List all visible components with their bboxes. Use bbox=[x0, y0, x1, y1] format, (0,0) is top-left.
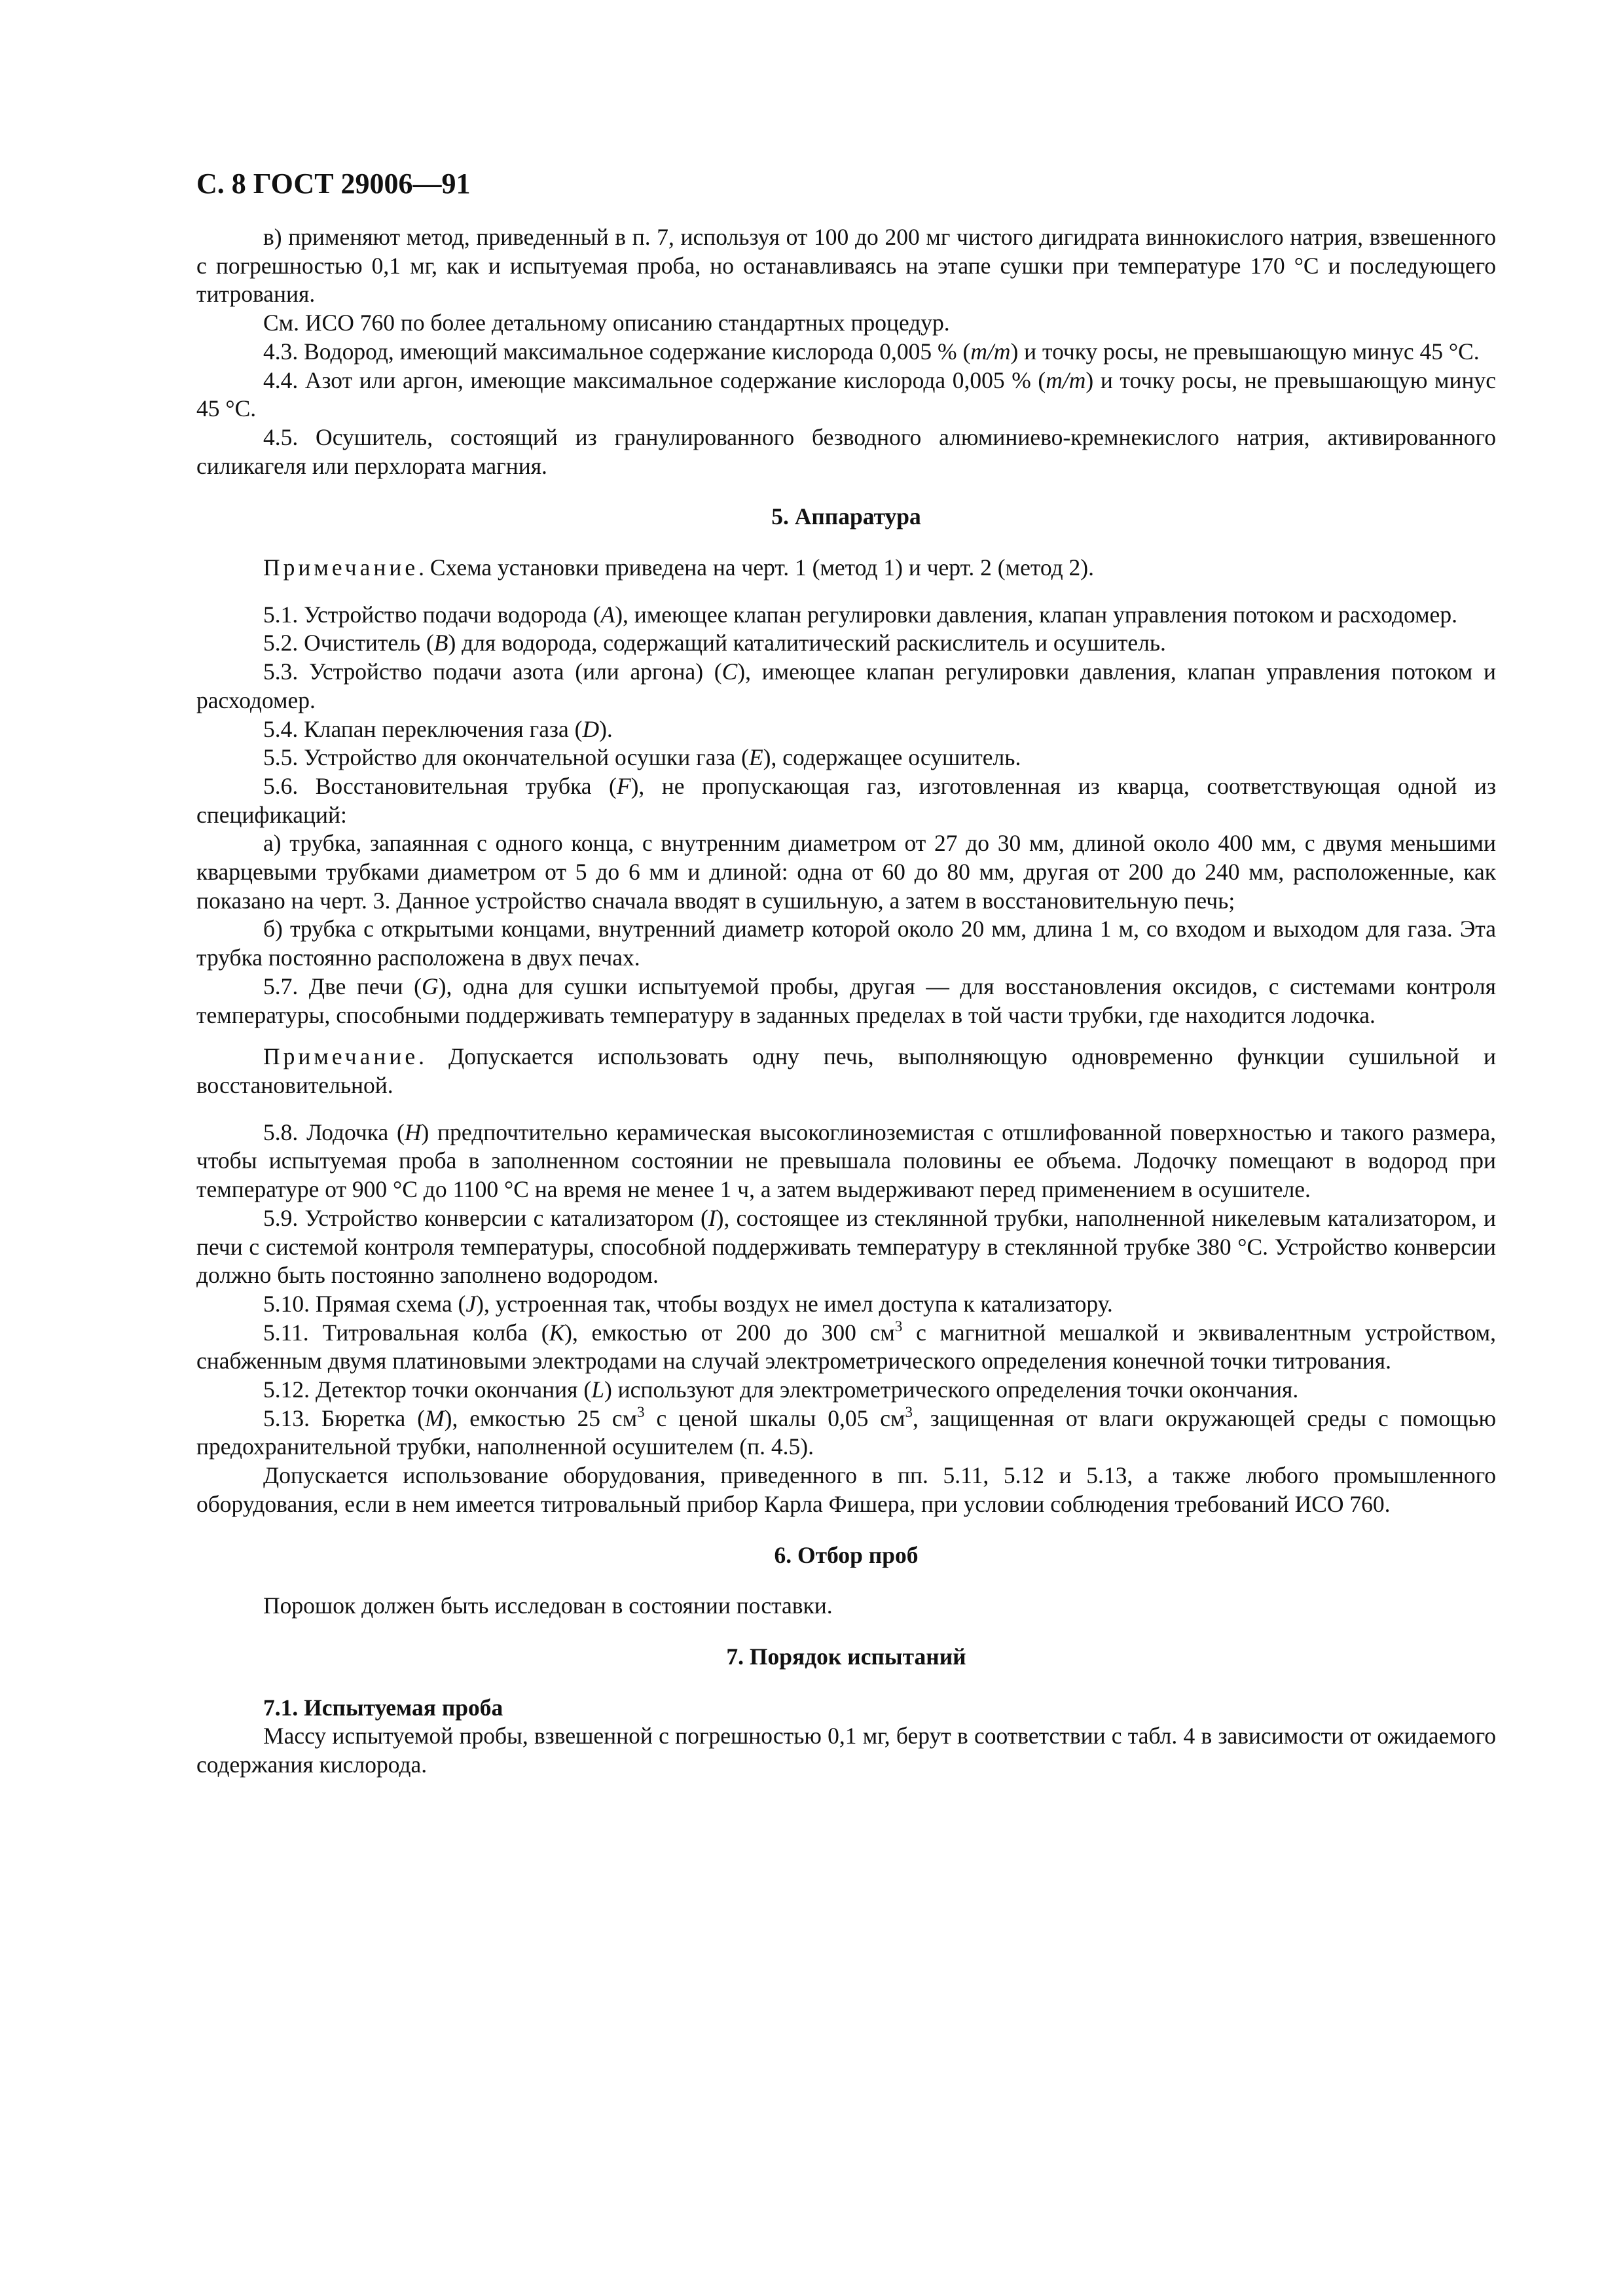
item-5-1: 5.1. Устройство подачи водорода (А), имеющее клапан регулировки давления, клапан управления потоком и расходомер. bbox=[263, 601, 1457, 628]
paragraph-iso-reference: См. ИСО 760 по более детальному описанию стандартных процедур. bbox=[263, 310, 950, 336]
subsection-7-1-title: 7.1. Испытуемая проба bbox=[263, 1694, 503, 1721]
item-5-8: 5.8. Лодочка (Н) предпочтительно керамическая высокоглиноземистая с отшлифованной поверхностью и такого размера, чтобы испытуемая проба в заполненном состоянии не превышала половины ее объема. Лодочку помещают в водород при температуре от 900 °С до 1100 °С на время не менее 1 ч, а затем выдерживают перед применением в осушителе. bbox=[196, 1119, 1496, 1203]
item-5-4: 5.4. Клапан переключения газа (D). bbox=[263, 715, 613, 742]
item-5-10: 5.10. Прямая схема (J), устроенная так, чтобы воздух не имел доступа к катализатору. bbox=[263, 1290, 1113, 1317]
item-5-2: 5.2. Очиститель (В) для водорода, содержащий каталитический раскислитель и осушитель. bbox=[263, 630, 1166, 656]
item-5-9: 5.9. Устройство конверсии с катализатором (I), состоящее из стеклянной трубки, наполненной никелевым катализатором, и печи с системой контроля температуры, способной поддерживать температуру в стеклянной трубке 380 °С. Устройство конверсии должно быть постоянно заполнено водородом. bbox=[196, 1204, 1496, 1289]
section-6-text: Порошок должен быть исследован в состоянии поставки. bbox=[263, 1592, 833, 1619]
section-7-title: 7. Порядок испытаний bbox=[726, 1643, 966, 1670]
paragraph-4-2-c: в) применяют метод, приведенный в п. 7, используя от 100 до 200 мг чистого дигидрата виннокислого натрия, взвешенного с погрешностью 0,1 мг, как и испытуемая проба, но останавливаясь на этапе сушки при температуре 170 °С и последующего титрования. bbox=[196, 224, 1496, 308]
section-5-title: 5. Аппаратура bbox=[771, 503, 921, 530]
item-4-3: 4.3. Водород, имеющий максимальное содержание кислорода 0,005 % (m/m) и точку росы, не превышающую минус 45 °С. bbox=[263, 338, 1480, 365]
section-5-note-1: Примечание. Схема установки приведена на черт. 1 (метод 1) и черт. 2 (метод 2). bbox=[263, 554, 1095, 581]
item-5-6: 5.6. Восстановительная трубка (F), не пропускающая газ, изготовленная из кварца, соответствующая одной из спецификаций: bbox=[196, 772, 1496, 828]
item-4-4: 4.4. Азот или аргон, имеющие максимальное содержание кислорода 0,005 % (m/m) и точку росы, не превышающую минус 45 °С. bbox=[196, 367, 1496, 422]
item-5-12: 5.12. Детектор точки окончания (L) используют для электрометрического определения точки окончания. bbox=[263, 1376, 1299, 1403]
section-5-closing: Допускается использование оборудования, приведенного в пп. 5.11, 5.12 и 5.13, а также любого промышленного оборудования, если в нем имеется титровальный прибор Карла Фишера, при условии соблюдения требований ИСО 760. bbox=[196, 1462, 1496, 1517]
item-5-6-b: б) трубка с открытыми концами, внутренний диаметр которой около 20 мм, длина 1 м, со входом и выходом для газа. Эта трубка постоянно расположена в двух печах. bbox=[196, 916, 1496, 971]
item-5-6-a: а) трубка, запаянная с одного конца, с внутренним диаметром от 27 до 30 мм, длиной около 400 мм, с двумя меньшими кварцевыми трубками диаметром от 5 до 6 мм и длиной: одна от 60 до 80 мм, другая от 200 до 240 мм, расположенные, как показано на черт. 3. Данное устройство сначала вводят в сушильную, а затем в восстановительную печь; bbox=[196, 830, 1496, 914]
item-4-5: 4.5. Осушитель, состоящий из гранулированного безводного алюминиево-кремнекислого натрия, активированного силикагеля или перхлората магния. bbox=[196, 423, 1496, 479]
item-5-11: 5.11. Титровальная колба (К), емкостью от 200 до 300 $см^3$ с магнитной мешалкой и эквивалентным устройством, снабженным двумя платиновыми электродами на случай электрометрического определения конечной точки титрования. bbox=[196, 1318, 1496, 1374]
item-5-13: 5.13. Бюретка (М), емкостью 25 $см^3$ с ценой шкалы 0,05 $см^3$, защищенная от влаги окружающей среды с помощью предохранительной трубки, наполненной осушителем (п. 4.5). bbox=[196, 1403, 1496, 1460]
subsection-7-1-text: Массу испытуемой пробы, взвешенной с погрешностью 0,1 мг, берут в соответствии с табл. 4 в зависимости от ожидаемого содержания кислорода. bbox=[196, 1723, 1496, 1778]
document-page bbox=[196, 167, 1496, 1780]
page-header: С. 8 ГОСТ 29006—91 bbox=[196, 168, 471, 200]
item-5-7: 5.7. Две печи (G), одна для сушки испытуемой пробы, другая — для восстановления оксидов, с системами контроля температуры, способными поддерживать температуру в заданных пределах в той части трубки, где находится лодочка. bbox=[196, 973, 1496, 1028]
item-5-5: 5.5. Устройство для окончательной осушки газа (Е), содержащее осушитель. bbox=[263, 744, 1021, 771]
item-5-3: 5.3. Устройство подачи азота (или аргона) (С), имеющее клапан регулировки давления, клапан управления потоком и расходомер. bbox=[196, 658, 1496, 713]
section-6-title: 6. Отбор проб bbox=[774, 1541, 919, 1568]
section-5-note-2: Примечание. Допускается использовать одну печь, выполняющую одновременно функции сушильной и восстановительной. bbox=[196, 1043, 1496, 1098]
